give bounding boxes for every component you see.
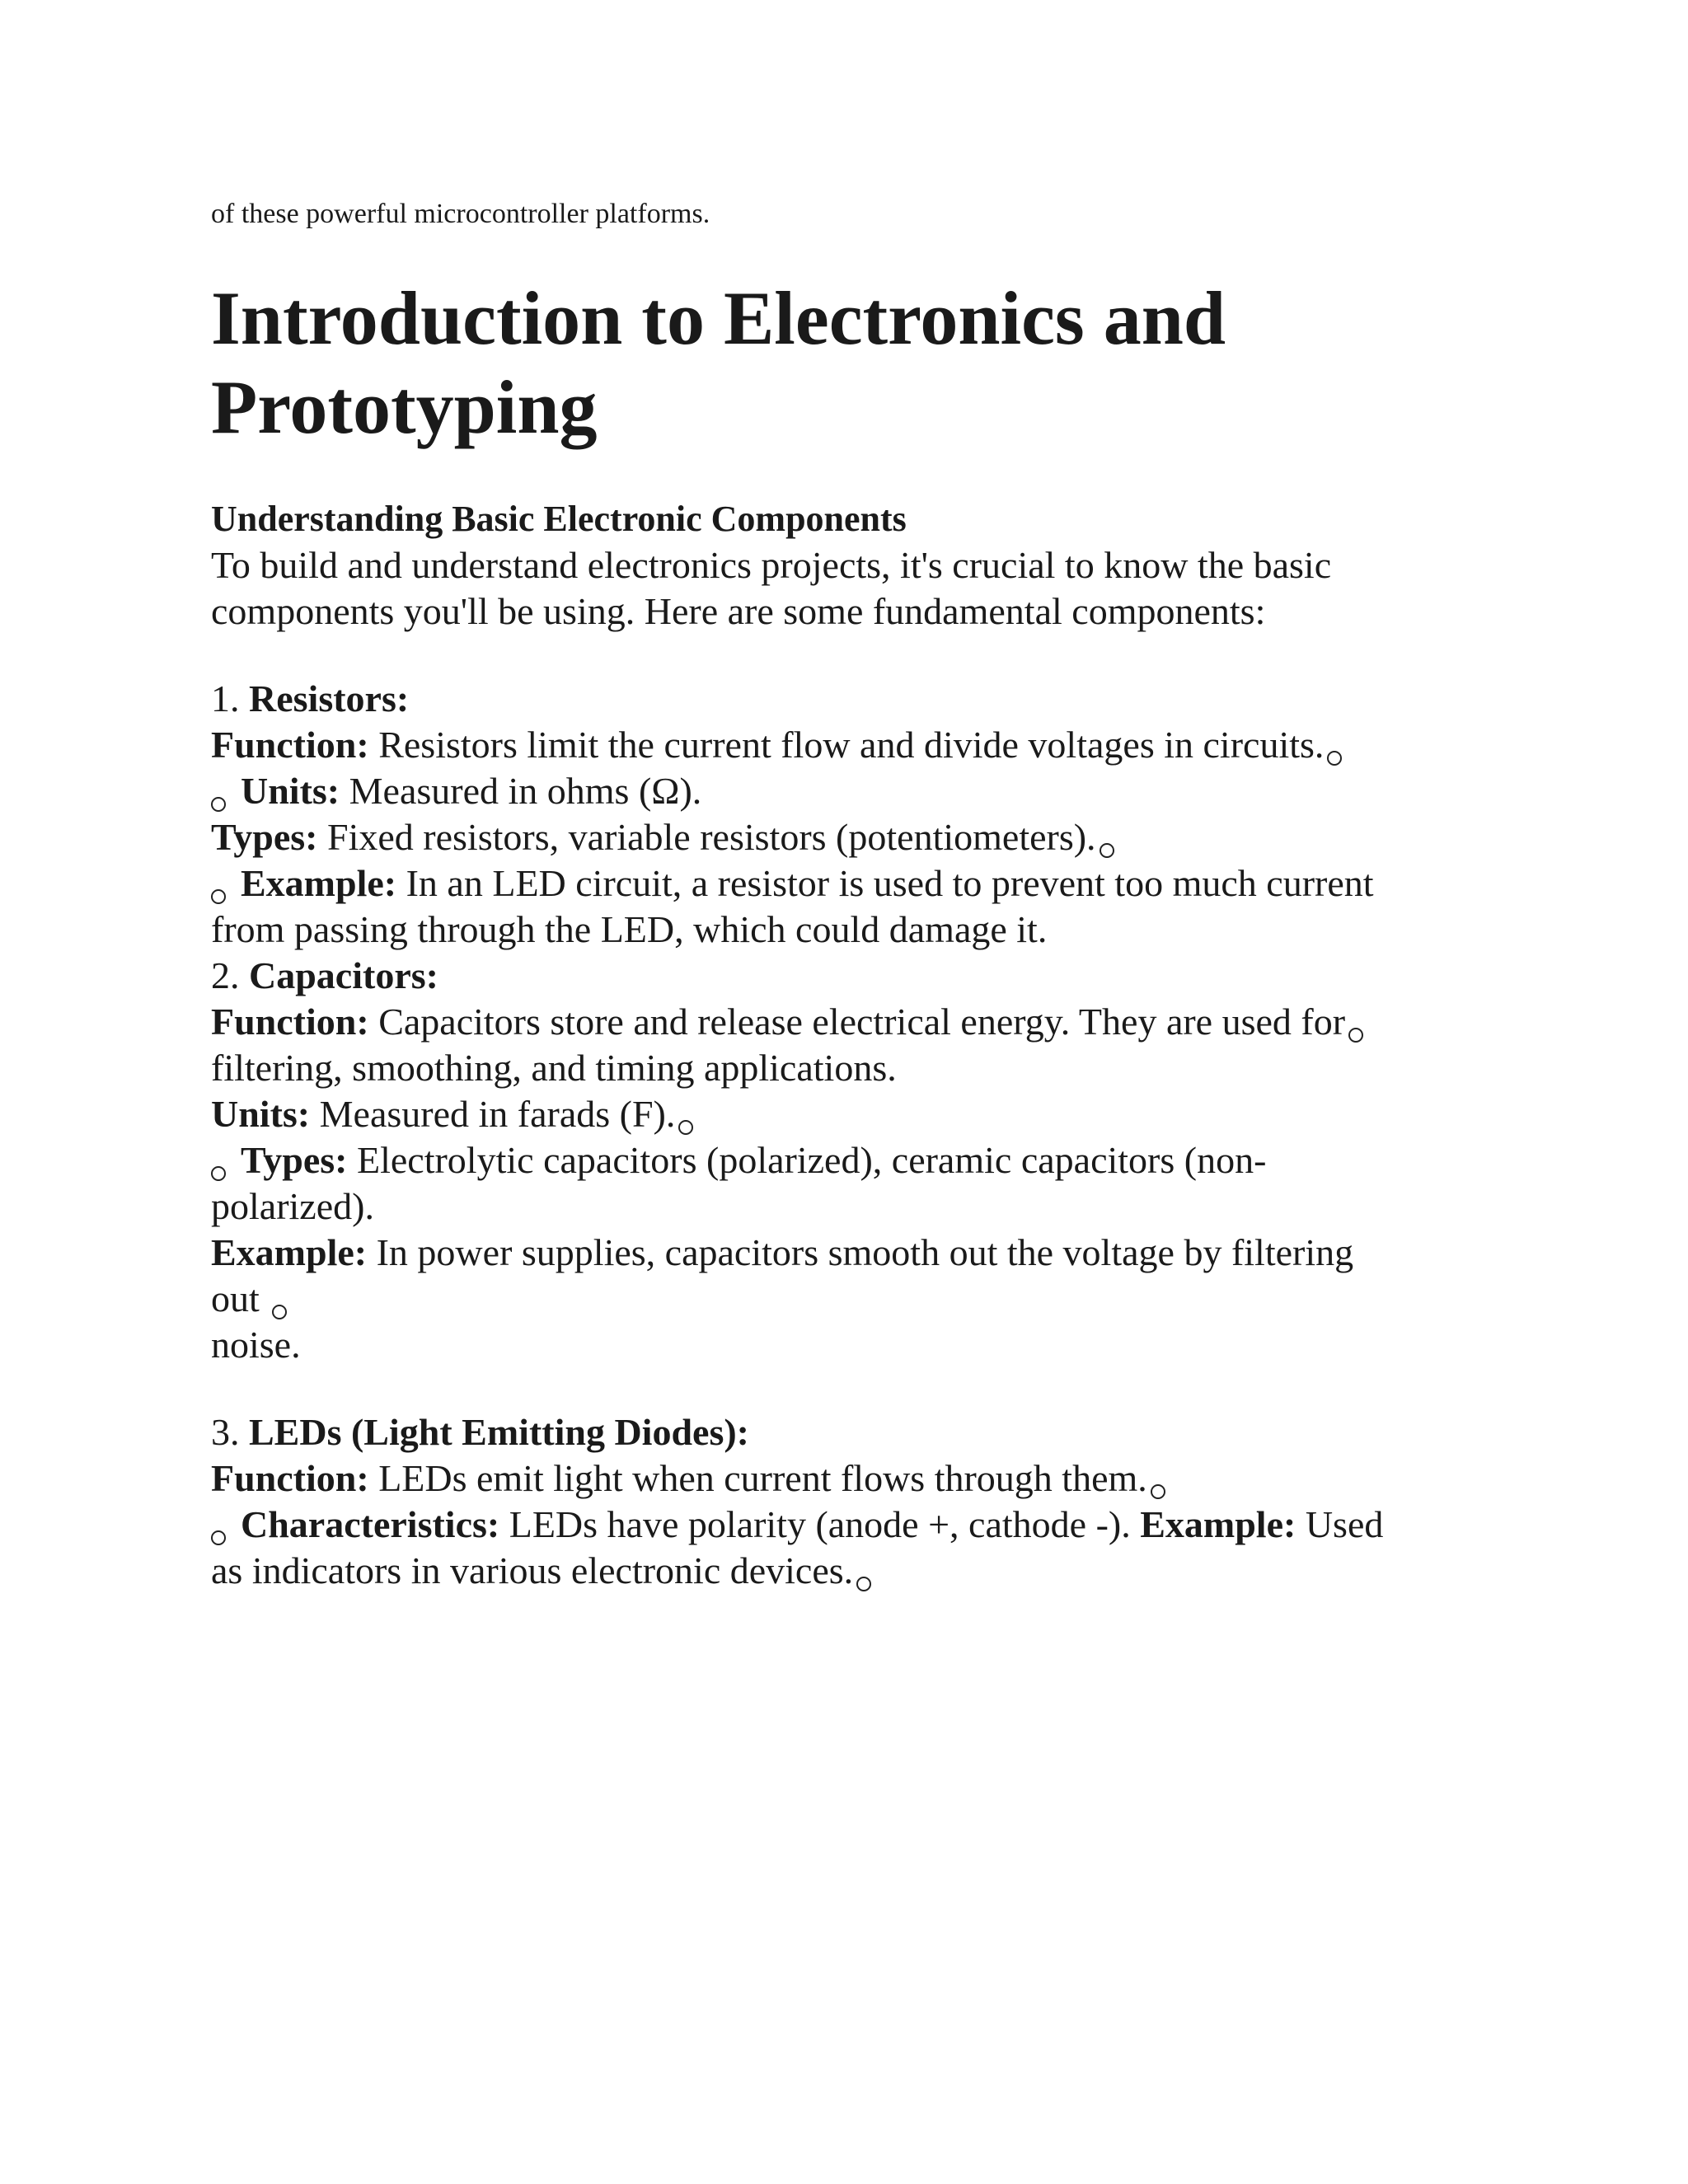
characteristics-line	[211, 1502, 1497, 1548]
example-continuation-2: noise.	[211, 1324, 301, 1366]
function-label: Function:	[211, 724, 369, 766]
function-text: LEDs emit light when current flows through them.	[378, 1457, 1147, 1499]
function-line	[211, 999, 1497, 1045]
component-leds	[211, 1409, 1497, 1594]
item-title: Capacitors:	[249, 954, 438, 996]
item-heading	[211, 676, 1497, 722]
section-heading: Understanding Basic Electronic Components	[211, 499, 907, 539]
item-title: Resistors:	[249, 677, 410, 719]
intro-line-1: To build and understand electronics projects, it's crucial to know the basic	[211, 544, 1332, 586]
bullet-circle-icon	[1327, 751, 1342, 766]
units-line	[211, 768, 1497, 814]
item-heading	[211, 953, 1497, 999]
example-continuation: from passing through the LED, which could damage it.	[211, 908, 1048, 950]
bullet-circle-icon	[211, 1530, 226, 1545]
item-heading	[211, 1409, 1497, 1455]
bullet-circle-icon	[856, 1577, 871, 1591]
function-line	[211, 722, 1497, 768]
component-capacitors	[211, 953, 1497, 1368]
function-continuation: filtering, smoothing, and timing applications.	[211, 1047, 897, 1089]
example-text-1: In an LED circuit, a resistor is used to prevent too much current	[406, 862, 1374, 904]
bullet-circle-icon	[211, 1166, 226, 1181]
bullet-circle-icon	[678, 1120, 693, 1135]
types-label: Types:	[211, 816, 318, 858]
example-label: Example:	[241, 862, 397, 904]
example-line	[211, 1230, 1497, 1276]
component-resistors	[211, 676, 1497, 953]
bullet-circle-icon	[211, 797, 226, 812]
lead-text: of these powerful microcontroller platforms.	[211, 199, 710, 229]
units-label: Units:	[241, 770, 340, 812]
item-number: 2.	[211, 954, 240, 996]
types-text: Fixed resistors, variable resistors (potentiometers).	[327, 816, 1096, 858]
bullet-circle-icon	[1100, 843, 1114, 858]
intro-paragraph	[211, 542, 1497, 635]
types-label: Types:	[241, 1139, 348, 1181]
types-line	[211, 1137, 1497, 1183]
units-line	[211, 1091, 1497, 1137]
intro-line-2: components you'll be using. Here are some fundamental components:	[211, 590, 1266, 632]
function-label: Function:	[211, 1457, 369, 1499]
item-title: LEDs (Light Emitting Diodes):	[249, 1411, 749, 1453]
title-line-2: Prototyping	[211, 365, 598, 449]
function-text: Resistors limit the current flow and divide voltages in circuits.	[378, 724, 1325, 766]
item-number: 3.	[211, 1411, 240, 1453]
types-text-1: Electrolytic capacitors (polarized), ceramic capacitors (non-	[357, 1139, 1267, 1181]
page-content	[211, 198, 1497, 1594]
bullet-circle-icon	[211, 889, 226, 904]
example-continuation	[211, 1276, 1497, 1322]
characteristics-label: Characteristics:	[241, 1503, 500, 1545]
title-line-1: Introduction to Electronics and	[211, 276, 1226, 360]
bullet-circle-icon	[1348, 1028, 1363, 1043]
example-continuation	[211, 1548, 1497, 1594]
example-label: Example:	[211, 1231, 368, 1273]
units-text: Measured in ohms (Ω).	[349, 770, 702, 812]
units-text: Measured in farads (F).	[319, 1093, 676, 1135]
example-text-2: out	[211, 1277, 260, 1319]
function-line	[211, 1455, 1497, 1502]
example-label: Example:	[1140, 1503, 1296, 1545]
types-continuation: polarized).	[211, 1185, 374, 1227]
function-text-1: Capacitors store and release electrical energy. They are used for	[378, 1001, 1346, 1043]
example-text-1: In power supplies, capacitors smooth out the voltage by filtering	[376, 1231, 1354, 1273]
function-label: Function:	[211, 1001, 369, 1043]
example-text-1: Used	[1305, 1503, 1384, 1545]
characteristics-text: LEDs have polarity (anode +, cathode -).	[509, 1503, 1131, 1545]
page-title	[211, 274, 1497, 452]
units-label: Units:	[211, 1093, 311, 1135]
item-number: 1.	[211, 677, 240, 719]
types-line	[211, 814, 1497, 860]
example-line	[211, 860, 1497, 907]
example-text-2: as indicators in various electronic devices.	[211, 1549, 854, 1591]
bullet-circle-icon	[272, 1305, 287, 1319]
bullet-circle-icon	[1151, 1484, 1165, 1499]
